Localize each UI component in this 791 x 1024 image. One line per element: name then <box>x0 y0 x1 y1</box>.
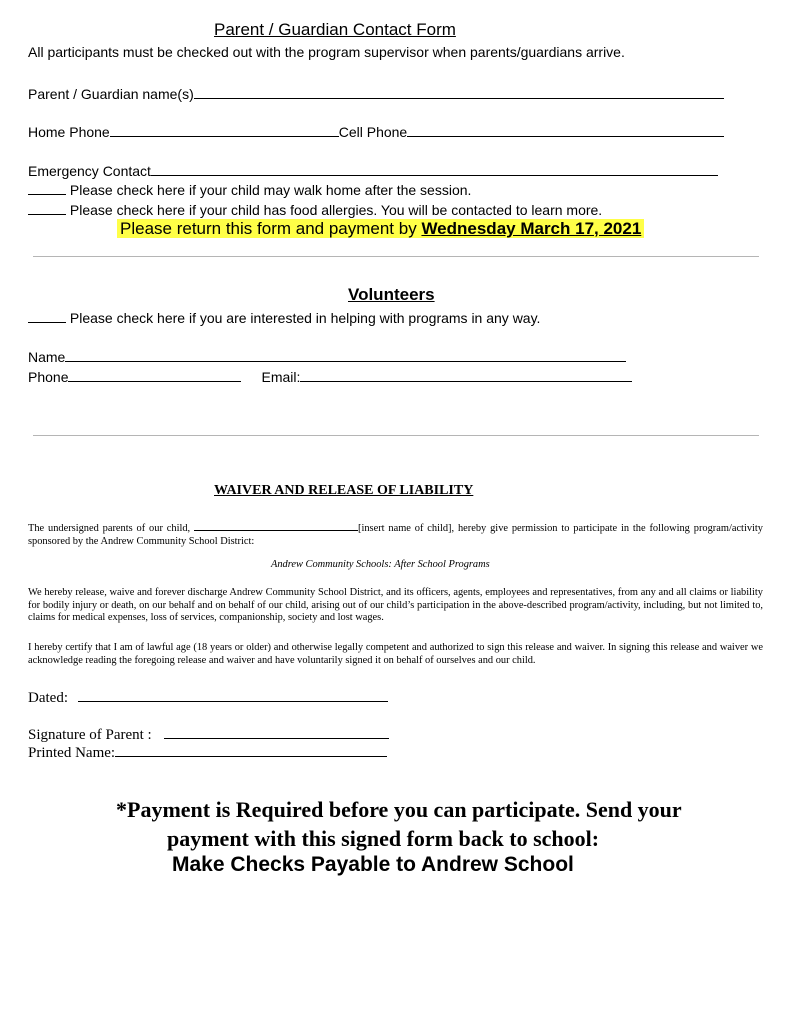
volunteer-checkbox[interactable] <box>28 308 66 323</box>
cell-phone-label: Cell Phone <box>338 124 408 140</box>
volunteer-phone-label: Phone <box>28 369 69 385</box>
payment-line-3: Make Checks Payable to Andrew School <box>172 853 574 876</box>
volunteers-title: Volunteers <box>348 285 435 304</box>
volunteer-check-row <box>28 308 540 326</box>
volunteer-email-label: Email: <box>261 369 301 385</box>
dated-label: Dated: <box>28 690 68 706</box>
signature-label: Signature of Parent : <box>28 727 152 743</box>
dated-field[interactable] <box>78 687 388 702</box>
emergency-contact-label: Emergency Contact <box>28 163 151 179</box>
signature-field[interactable] <box>164 724 389 739</box>
waiver-p1-before: The undersigned parents of our child, <box>28 523 194 534</box>
waiver-p1-after: [insert name of child], hereby give permission to participate in the following program/activity sponsored by the Andrew Community School District: <box>28 523 763 547</box>
waiver-paragraph-2: We hereby release, waive and forever discharge Andrew Community School District, and its officers, agents, employees and representatives, from any and all claims or liability for bodily injury or death, on our behalf and on behalf of our child, arising out of our child’s participation in the above-described program/activity, including, but not limited to, claims for medical expenses, loss of services, companionship, society and lost wages. <box>28 587 763 624</box>
walk-home-checkbox[interactable] <box>28 180 66 195</box>
allergies-checkbox[interactable] <box>28 200 66 215</box>
form-intro: All participants must be checked out with the program supervisor when parents/guardians arrive. <box>28 44 625 60</box>
emergency-row <box>28 161 718 179</box>
volunteer-name-row <box>28 347 626 365</box>
volunteer-check-text: Please check here if you are interested in helping with programs in any way. <box>69 310 541 326</box>
waiver-paragraph-3: I hereby certify that I am of lawful age (18 years or older) and otherwise legally competent and authorized to sign this release and waiver. In signing this release and waiver we acknowledge reading the foregoing release and waiver and have voluntarily signed it on behalf of ourselves and our child. <box>28 642 763 666</box>
deadline-date: Wednesday March 17, 2021 <box>421 219 642 238</box>
volunteer-name-label: Name <box>28 349 66 365</box>
printed-name-row <box>28 742 387 762</box>
signature-row <box>28 724 389 744</box>
deadline-highlight <box>117 219 644 238</box>
walk-home-row <box>28 180 471 198</box>
home-phone-field[interactable] <box>110 122 339 137</box>
printed-name-label: Printed Name: <box>28 745 116 761</box>
parent-name-label: Parent / Guardian name(s) <box>28 86 194 102</box>
volunteer-phone-field[interactable] <box>68 367 241 382</box>
allergies-row <box>28 200 602 218</box>
volunteer-name-field[interactable] <box>65 347 626 362</box>
printed-name-field[interactable] <box>115 742 387 757</box>
allergies-text: Please check here if your child has food allergies. You will be contacted to learn more. <box>69 202 603 218</box>
payment-line-2: payment with this signed form back to school: <box>167 826 600 851</box>
program-name: Andrew Community Schools: After School Programs <box>271 559 490 570</box>
child-name-field[interactable] <box>194 519 358 531</box>
deadline-text: Please return this form and payment by <box>120 219 422 238</box>
parent-name-field[interactable] <box>194 84 724 99</box>
volunteer-contact-row <box>28 367 632 385</box>
home-phone-label: Home Phone <box>28 124 110 140</box>
cell-phone-field[interactable] <box>407 122 724 137</box>
divider-1 <box>33 256 759 257</box>
phone-row <box>28 122 724 140</box>
walk-home-text: Please check here if your child may walk home after the session. <box>69 182 472 198</box>
dated-row <box>28 687 388 707</box>
emergency-contact-field[interactable] <box>151 161 718 176</box>
waiver-paragraph-1 <box>28 519 763 548</box>
form-title: Parent / Guardian Contact Form <box>214 20 456 39</box>
waiver-title: WAIVER AND RELEASE OF LIABILITY <box>214 483 474 498</box>
divider-2 <box>33 435 759 436</box>
parent-name-row <box>28 84 724 102</box>
volunteer-email-field[interactable] <box>300 367 632 382</box>
payment-line-1: *Payment is Required before you can participate. Send your <box>116 797 682 822</box>
deadline-notice <box>117 219 644 239</box>
